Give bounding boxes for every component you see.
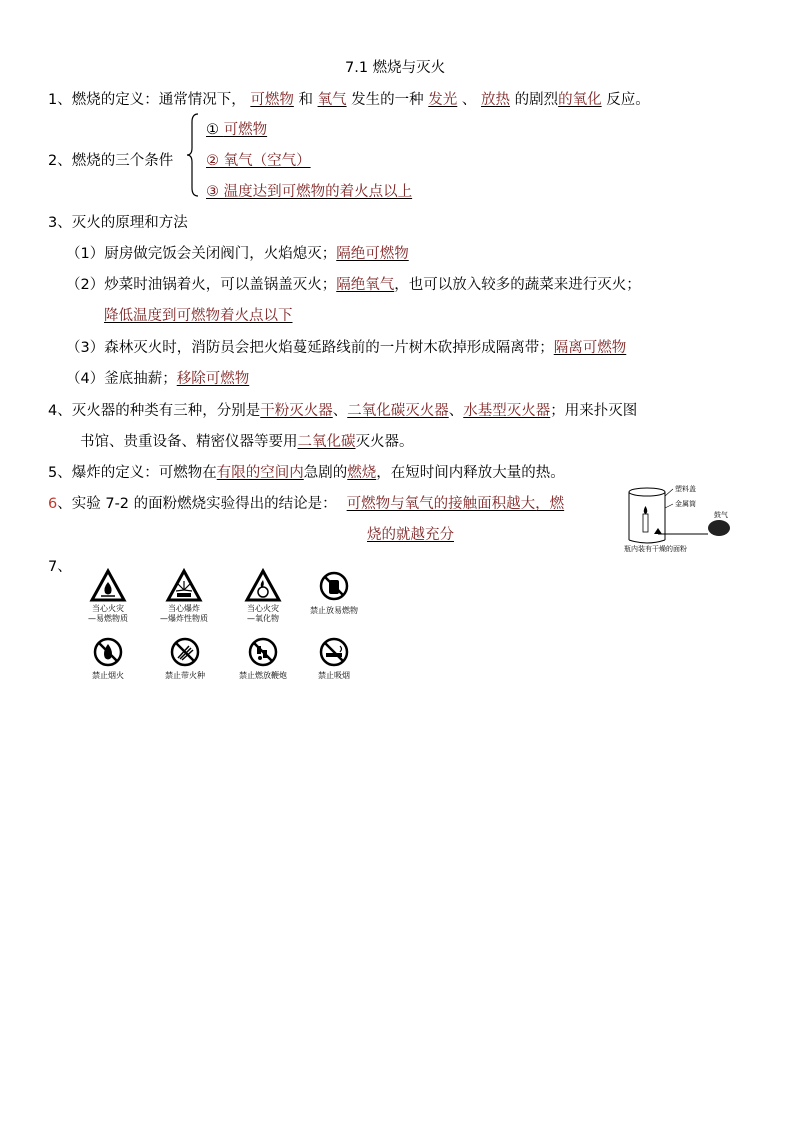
q1-answer-1: 可燃物	[250, 92, 294, 108]
no-fire-icon	[92, 636, 124, 668]
q4-answer-2: 二氧化碳灭火器	[347, 403, 449, 419]
oxidizer-warning-icon	[246, 570, 280, 602]
q1-answer-5: 的氧化	[558, 92, 602, 108]
page-title: 7.1 燃烧与灭火	[345, 60, 446, 76]
q3-item-3-answer: 隔离可燃物	[553, 340, 627, 356]
q3-item-4-answer: 移除可燃物	[176, 371, 250, 387]
no-firecrackers-icon	[247, 636, 279, 668]
question-1	[48, 88, 650, 109]
sign-caption: 当心火灾 —氧化物	[247, 604, 279, 623]
q5-answer-2: 燃烧	[347, 465, 377, 481]
fig-label: 鼓气	[714, 511, 728, 519]
condition-1-text: 可燃物	[223, 122, 268, 138]
no-flammables-icon	[318, 570, 350, 602]
q5-text: 急剧的	[303, 465, 348, 481]
q1-answer-2: 氧气	[317, 92, 347, 108]
q4-text: 灭火器。	[355, 434, 414, 450]
q3-item-4	[66, 367, 249, 388]
q4-sep: 、	[448, 403, 464, 419]
q3-label: 3、灭火的原理和方法	[48, 215, 188, 231]
q5-text: ，在短时间内释放大量的热。	[376, 465, 565, 481]
q4-answer-3: 水基型灭火器	[463, 403, 551, 419]
q3-item-2-text: （2）炒菜时油锅着火，可以盖锅盖灭火；	[66, 277, 337, 293]
q4-text: ；用来扑灭图	[550, 403, 638, 419]
question-4-line-2	[80, 430, 414, 451]
q4-answer-1: 干粉灭火器	[260, 403, 333, 419]
q3-item-4-text: （4）釜底抽薪；	[66, 371, 177, 387]
q4-answer-4: 二氧化碳	[297, 434, 356, 450]
q3-item-3-text: （3）森林灭火时，消防员会把火焰蔓延路线前的一片树木砍掉形成隔离带；	[66, 340, 554, 356]
q6-answer-2: 烧的就越充分	[367, 527, 454, 543]
q1-label: 1、燃烧的定义：通常情况下，	[48, 92, 246, 108]
sign-caption: 禁止吸烟	[318, 671, 350, 680]
q6-label: 、实验 7-2 的面粉燃烧实验得出的结论是：	[57, 496, 337, 512]
sign-caption: 禁止放易燃物	[310, 606, 358, 615]
fig-label: 金属筒	[675, 500, 696, 508]
sign-no-matches	[169, 636, 201, 672]
q1-text: 发生的一种	[351, 92, 424, 108]
q4-label: 4、灭火器的种类有三种，分别是	[48, 403, 261, 419]
q3-item-3	[66, 336, 626, 357]
q1-text: 的剧烈	[514, 92, 559, 108]
q3-item-2-answer-2: 降低温度到可燃物着火点以下	[104, 308, 293, 324]
sign-oxidizer	[246, 570, 280, 606]
condition-1: ① 可燃物	[206, 122, 268, 138]
sign-caption: 禁止带火种	[165, 671, 205, 680]
sign-caption: 当心火灾 —易燃物质	[88, 604, 128, 623]
sign-caption: 禁止燃放鞭炮	[239, 671, 287, 680]
q3-item-2-answer: 隔绝氧气	[336, 277, 395, 293]
sign-caption: 禁止烟火	[92, 671, 124, 680]
q4-sep: 、	[332, 403, 348, 419]
question-4	[48, 399, 637, 420]
sign-caption: 当心爆炸 —爆炸性物质	[160, 604, 208, 623]
q1-answer-3: 发光	[428, 92, 458, 108]
q1-text: 和	[298, 92, 313, 108]
fig-label: 塑料盖	[675, 485, 696, 493]
no-matches-icon	[169, 636, 201, 668]
q5-answer-1: 有限的空间内	[216, 465, 304, 481]
explosive-warning-icon	[167, 570, 201, 602]
q3-item-2-text2: ，也可以放入较多的蔬菜来进行灭火；	[394, 277, 641, 293]
no-smoking-icon	[318, 636, 350, 668]
condition-2: ② 氧气（空气）	[206, 153, 311, 169]
curly-brace-icon	[186, 112, 200, 198]
q3-item-1-text: （1）厨房做完饭会关闭阀门，火焰熄灭；	[66, 246, 337, 262]
fig-label: 瓶内装有干燥的面粉	[624, 545, 687, 553]
q3-item-2	[66, 273, 641, 294]
q5-label: 5、爆炸的定义：可燃物在	[48, 465, 217, 481]
sign-no-smoking	[318, 636, 350, 672]
sign-no-flammables	[318, 570, 350, 606]
q1-text: 反应。	[606, 92, 650, 108]
question-6	[48, 492, 564, 513]
condition-3: ③ 温度达到可燃物的着火点以上	[206, 184, 413, 200]
sign-no-firecrackers	[247, 636, 279, 672]
q3-item-1-answer: 隔绝可燃物	[336, 246, 409, 262]
flammable-warning-icon	[91, 570, 125, 602]
q1-answer-4: 放热	[481, 92, 510, 108]
question-5	[48, 461, 565, 482]
q7-label: 7、	[48, 559, 72, 575]
sign-no-fire	[92, 636, 124, 672]
q6-answer-1: 可燃物与氧气的接触面积越大，燃	[346, 496, 565, 512]
sign-explosive	[167, 570, 201, 606]
q1-text: 、	[461, 92, 477, 108]
q4-text: 书馆、贵重设备、精密仪器等要用	[80, 434, 298, 450]
q3-item-1	[66, 242, 409, 263]
flour-experiment-figure	[618, 484, 758, 556]
q2-label: 2、燃烧的三个条件	[48, 153, 174, 169]
sign-flammable	[91, 570, 125, 606]
q6-number: 6	[48, 496, 58, 512]
